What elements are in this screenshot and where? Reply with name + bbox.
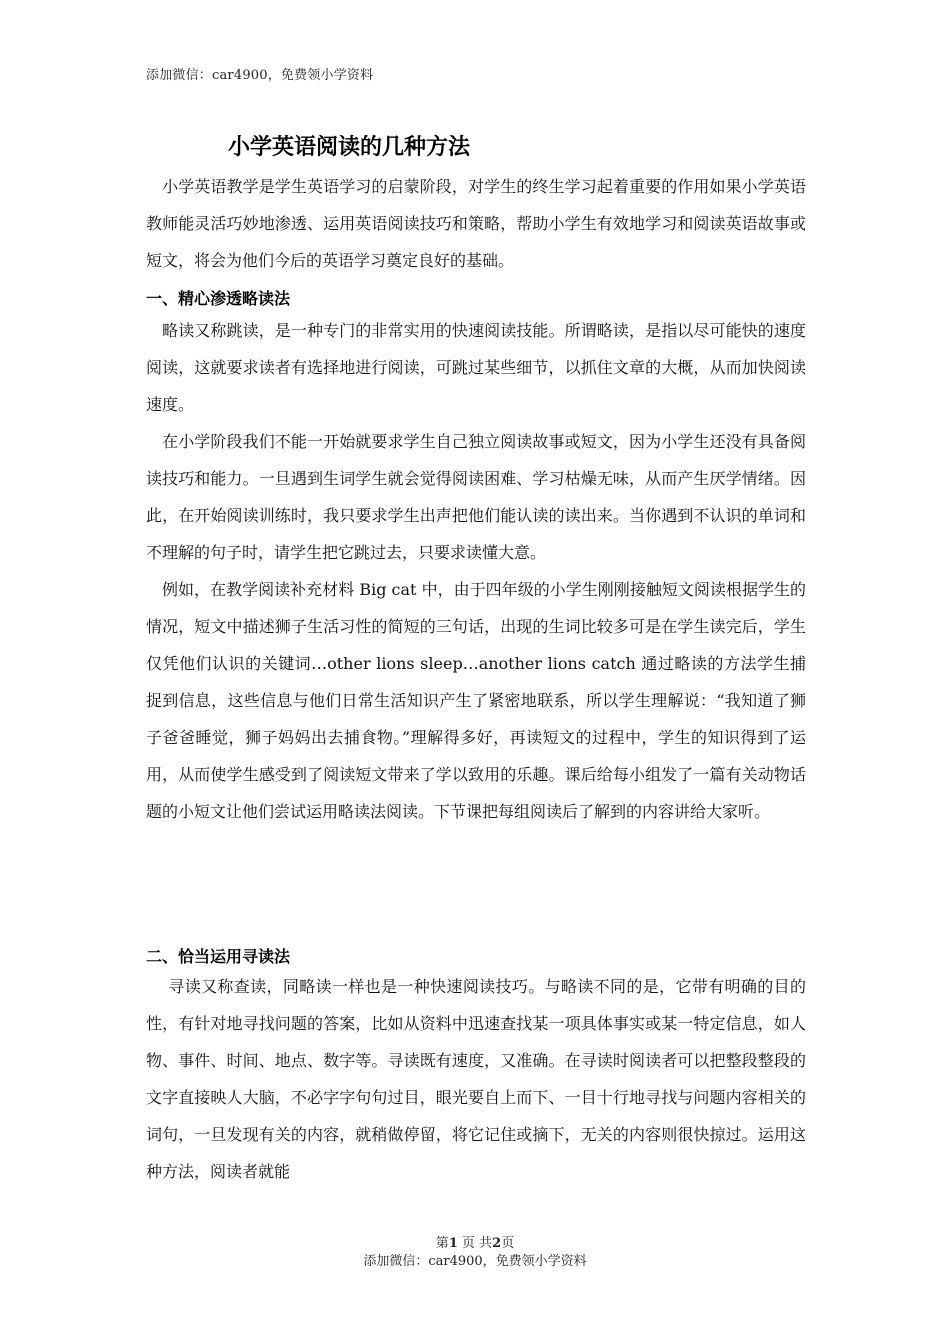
section1-body bbox=[146, 312, 806, 830]
section1-paragraph-2 bbox=[146, 423, 806, 571]
section1-paragraph-1 bbox=[146, 312, 806, 423]
section1-p1-text: 略读又称跳读，是一种专门的非常实用的快速阅读技能。所谓略读，是指以尽可能快的速度阅读，这就要求读者有选择地进行阅读，可跳过某些细节，以抓住文章的大概，从而加快阅读速度。 bbox=[146, 321, 806, 414]
section2-p1-text: 寻读又称查读，同略读一样也是一种快速阅读技巧。与略读不同的是，它带有明确的目的性，有针对地寻找问题的答案，比如从资料中迅速查找某一项具体事实或某一特定信息，如人物、事件、时间、地点、数字等。寻读既有速度，又准确。在寻读时阅读者可以把整段整段的文字直接映人大脑，不必字字句句过目，眼光要自上而下、一目十行地寻找与问题内容相关的词句，一旦发现有关的内容，就稍做停留，将它记住或摘下，无关的内容则很快掠过。运用这种方法，阅读者就能 bbox=[146, 977, 806, 1181]
total-pages: 2 bbox=[492, 1236, 502, 1251]
section1-p3-text: 例如，在教学阅读补充材料 Big cat 中，由于四年级的小学生刚刚接触短文阅读根据学生的情况，短文中描述狮子生活习性的简短的三句话，出现的生词比较多可是在学生读完后，学生仅凭他们认识的关键词…other lions sleep…another lions catch 通过略读的方法学生捕捉到信息，这些信息与他们日常生活知识产生了紧密地联系，所以学生理解说：“我知道了狮子爸爸睡觉，狮子妈妈出去捕食物。”理解得多好，再读短文的过程中，学生的知识得到了运用，从而使学生感受到了阅读短文带来了学以致用的乐趣。课后给每小组发了一篇有关动物话题的小短文让他们尝试运用略读法阅读。下节课把每组阅读后了解到的内容讲给大家听。 bbox=[146, 580, 806, 821]
footer-note: 添加微信：car4900，免费领小学资料 bbox=[363, 1254, 587, 1269]
section2-paragraph-1 bbox=[146, 968, 806, 1190]
page-number: 第1 页 共2页 bbox=[435, 1236, 515, 1251]
header-note: 添加微信：car4900，免费领小学资料 bbox=[146, 68, 374, 83]
section1-heading: 一、精心渗透略读法 bbox=[146, 289, 291, 308]
section2-body bbox=[146, 968, 806, 1190]
document-title: 小学英语阅读的几种方法 bbox=[228, 135, 471, 160]
section2-heading: 二、恰当运用寻读法 bbox=[146, 947, 291, 966]
section1-p2-text: 在小学阶段我们不能一开始就要求学生自己独立阅读故事或短文，因为小学生还没有具备阅读技巧和能力。一旦遇到生词学生就会觉得阅读困难、学习枯燥无味，从而产生厌学情绪。因此，在开始阅读训练时，我只要求学生出声把他们能认读的读出来。当你遇到不认识的单词和不理解的句子时，请学生把它跳过去，只要求读懂大意。 bbox=[146, 432, 806, 562]
section1-paragraph-3 bbox=[146, 571, 806, 830]
intro-text: 小学英语教学是学生英语学习的启蒙阶段，对学生的终生学习起着重要的作用如果小学英语教师能灵活巧妙地渗透、运用英语阅读技巧和策略，帮助小学生有效地学习和阅读英语故事或短文，将会为他们今后的英语学习奠定良好的基础。 bbox=[146, 177, 806, 270]
current-page: 1 bbox=[448, 1236, 458, 1251]
intro-paragraph bbox=[146, 168, 806, 279]
